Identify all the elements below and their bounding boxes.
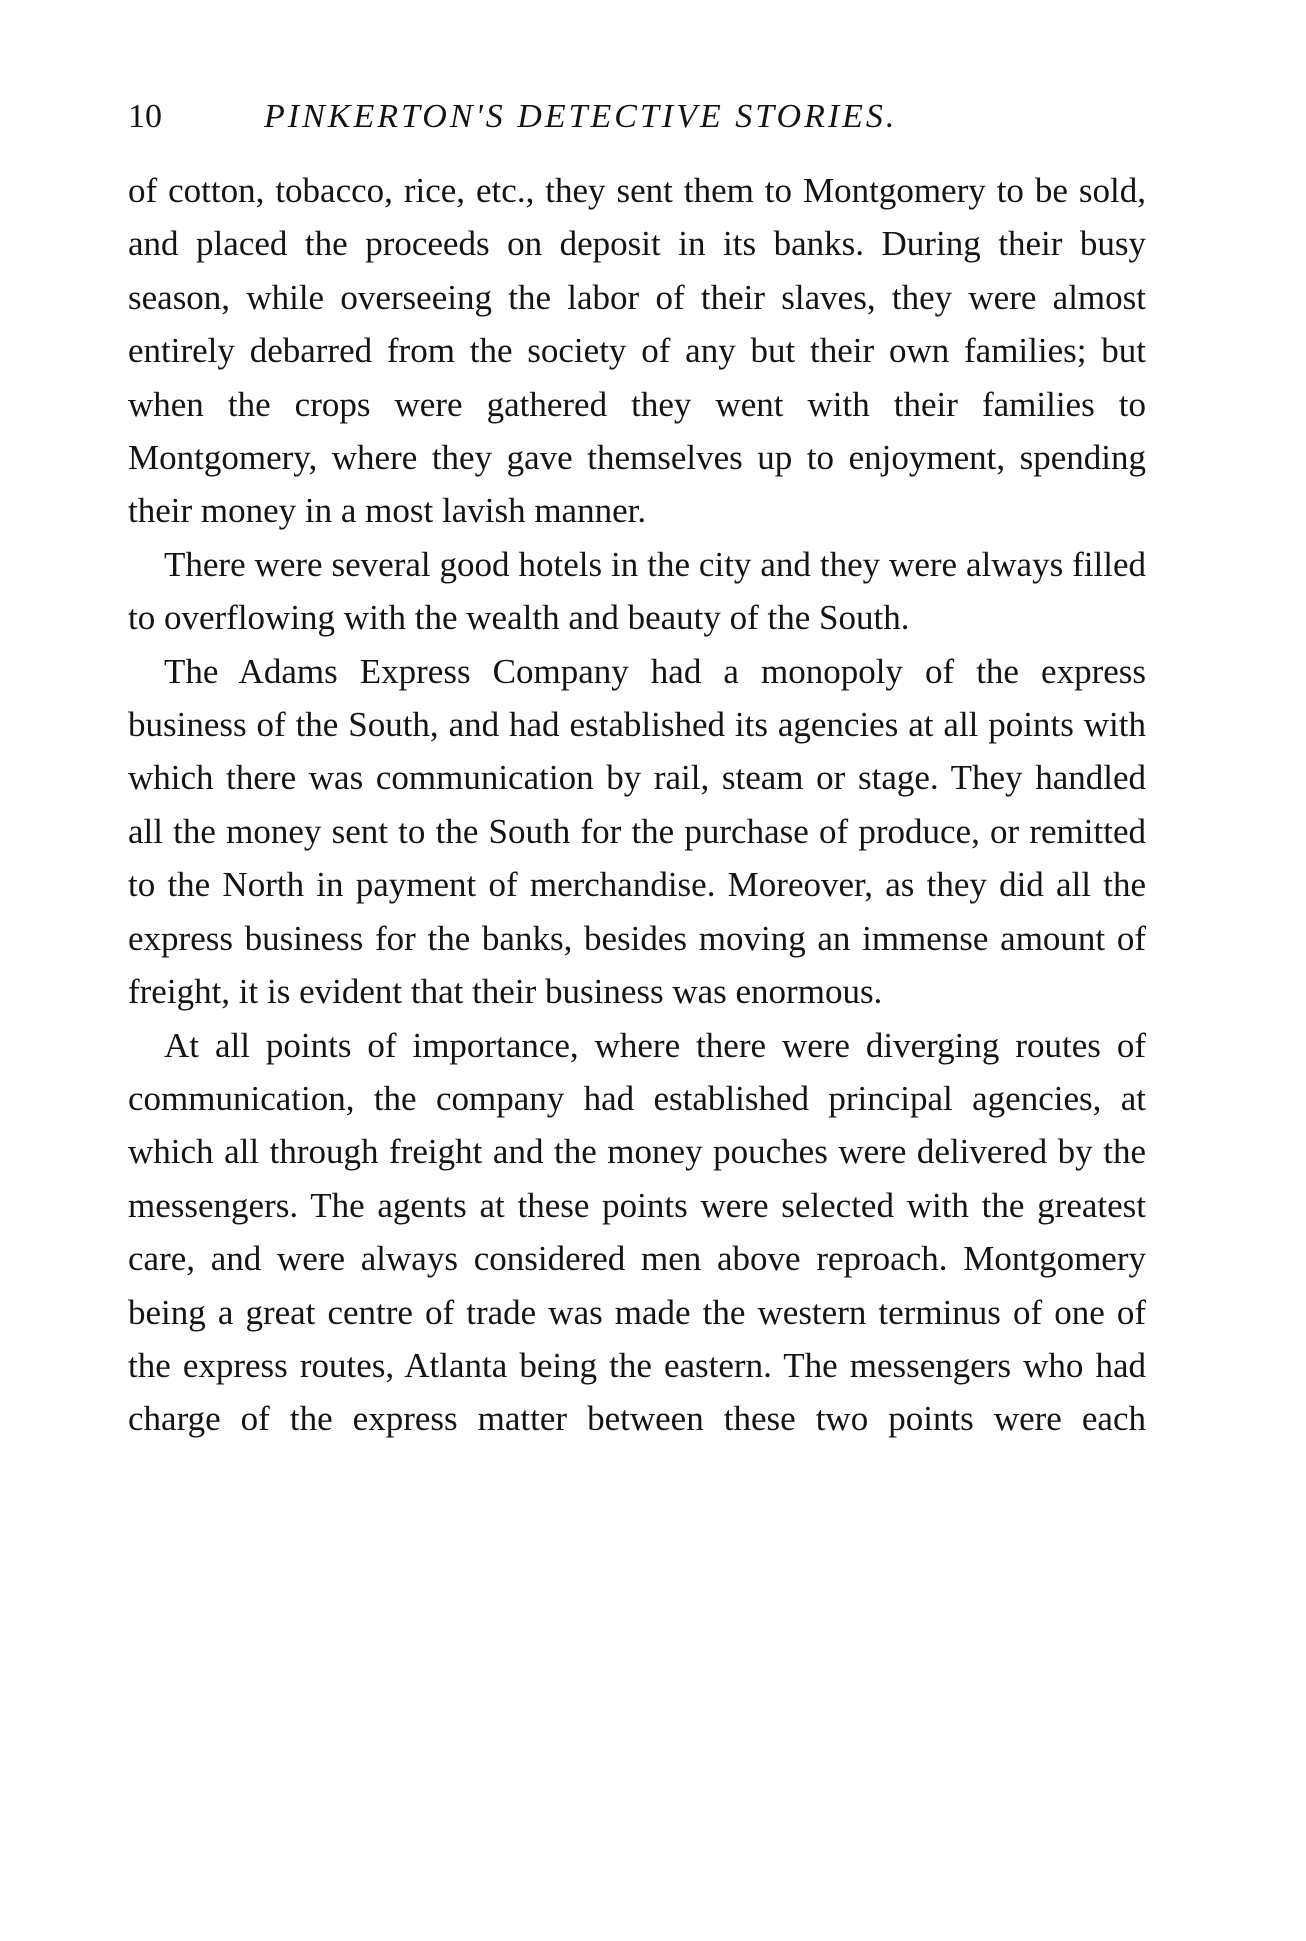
book-title: PINKERTON'S DETECTIVE STORIES. [264,98,898,135]
paragraph-4: At all points of importance, where there were diverging routes of communication, the company had established principal agencies, at which all through freight and the money pouches were delivered by the messengers. The agents at these points were selected with the greatest care, and were always considered men above reproach. Montgomery being a great centre of trade was made the western terminus of one of the express routes, Atlanta being the eastern. The messengers who had charge of the express matter between these two points were each [128,1025,1146,1439]
paragraph-3: The Adams Express Company had a monopoly of the express business of the South, and had established its agencies at all points with which there was communication by rail, steam or stage. They handled all the money sent to the South for the purchase of produce, or remitted to the North in payment of merchandise. Moreover, as they did all the express business for the banks, besides moving an immense amount of freight, it is evident that their business was enormous. [128,651,1146,1012]
body-text [128,164,1146,1446]
running-header [128,92,1146,142]
paragraph-1: of cotton, tobacco, rice, etc., they sent them to Montgomery to be sold, and placed the proceeds on deposit in its banks. During their busy season, while overseeing the labor of their slaves, they were almost entirely debarred from the society of any but their own families; but when the crops were gathered they went with their families to Montgomery, where they gave themselves up to enjoyment, spending their money in a most lavish manner. [128,171,1146,531]
paragraph-2: There were several good hotels in the city and they were always filled to overflowing with the wealth and beauty of the South. [128,544,1146,638]
book-page [128,92,1146,1446]
page-number: 10 [128,98,162,135]
